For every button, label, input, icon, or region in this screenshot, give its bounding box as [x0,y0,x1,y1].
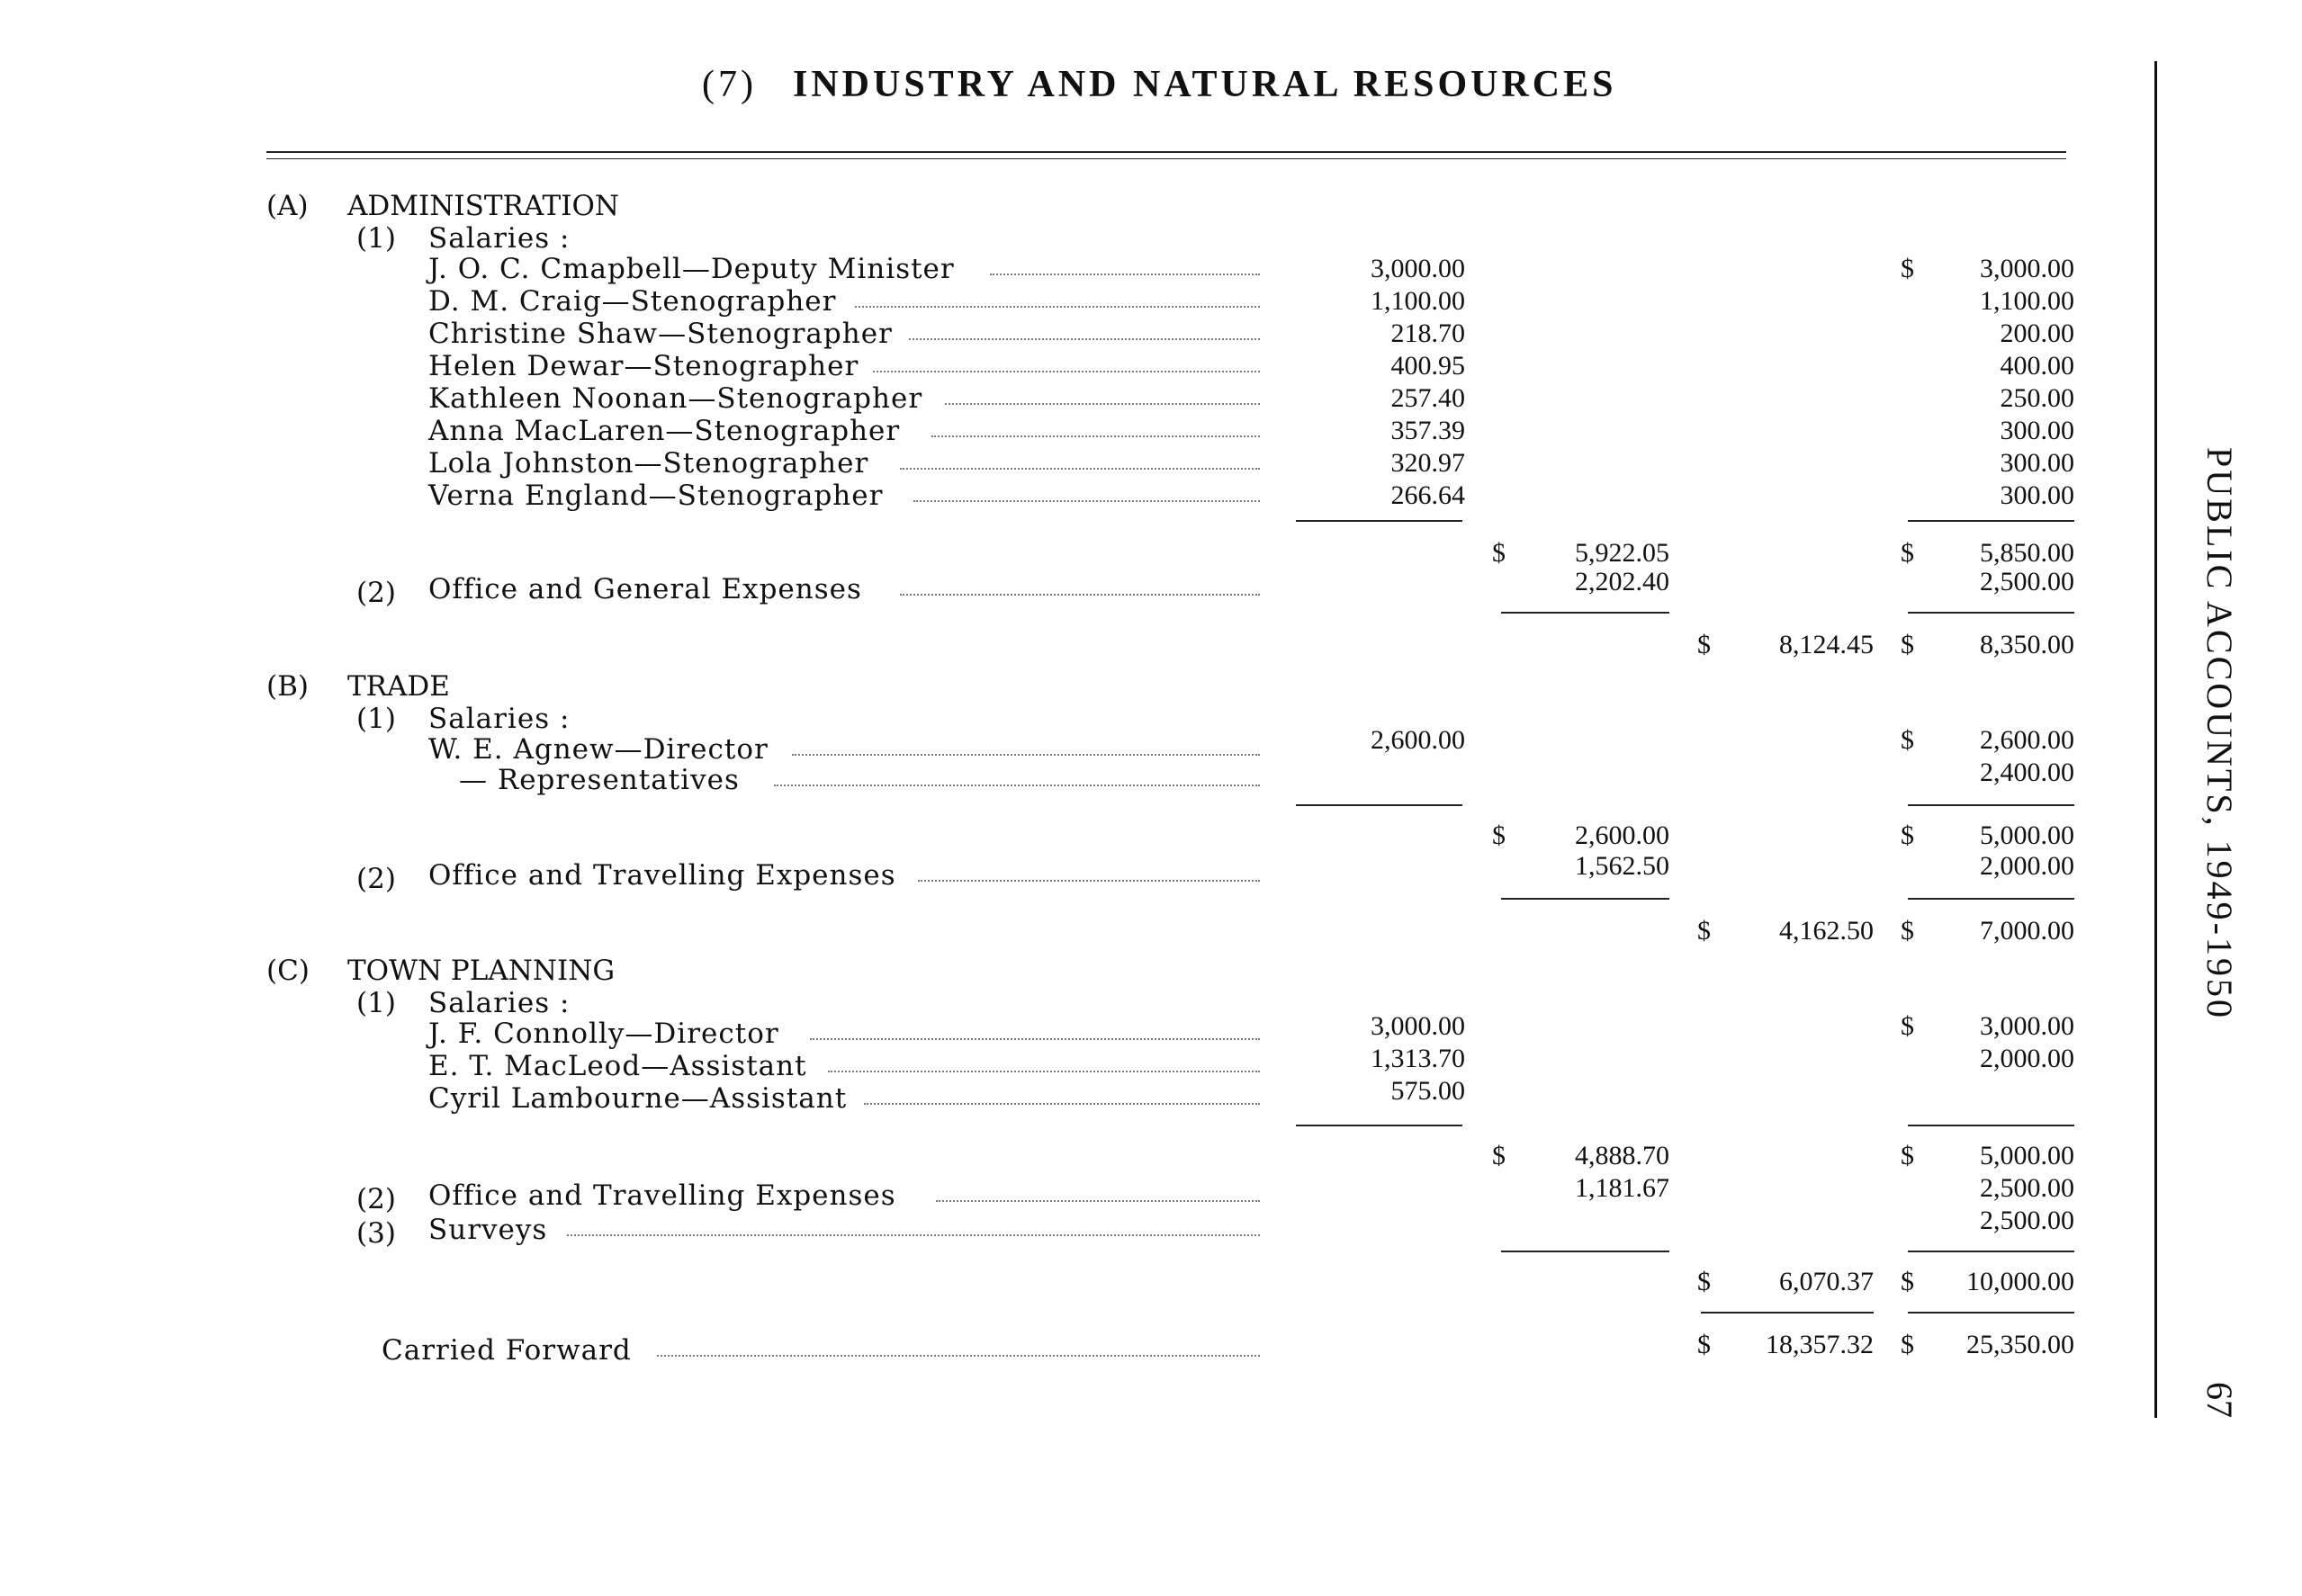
subtotal-rule [1296,804,1462,806]
header-rule-top [266,151,2066,153]
dollar-sign: $ [1901,1141,1914,1170]
carried-rule [1701,1312,1874,1314]
section-c-row-1-amount: 3,000.00 [1371,1011,1465,1041]
section-c-estimate-subtotal: 5,000.00 [1980,1141,2074,1170]
section-a-total: 8,124.45 [1779,630,1874,659]
section-a-row-8-name: Verna England—Stenographer [428,480,884,512]
leader-dots [774,785,1260,786]
leader-dots [855,306,1260,308]
subtotal-rule [1908,804,2074,806]
section-a-row-3-amount: 218.70 [1390,318,1465,348]
side-running-title: PUBLIC ACCOUNTS, 1949-1950 [2199,447,2240,1020]
carried-forward-total: 18,357.32 [1766,1330,1874,1359]
header-rule-bottom [266,158,2066,159]
dollar-sign: $ [1901,725,1914,755]
leader-dots [913,500,1260,502]
section-a-row-6-estimate: 300.00 [2000,416,2074,445]
section-b-row-1-estimate: 2,600.00 [1980,725,2074,755]
section-title: INDUSTRY AND NATURAL RESOURCES [792,64,1617,105]
leader-dots [792,754,1260,756]
section-c-row-2-estimate: 2,000.00 [1980,1044,2074,1073]
section-b-title: TRADE [347,670,450,703]
leader-dots [657,1355,1260,1357]
leader-dots [918,880,1260,882]
section-b-total: 4,162.50 [1779,916,1874,946]
section-b-row-2-name: — Representatives [459,764,740,796]
subtotal-rule [1296,1125,1462,1126]
section-c-expenses-num: (2) [356,1183,396,1215]
section-a-row-5-estimate: 250.00 [2000,383,2074,413]
section-c-row-1-name: J. F. Connolly—Director [428,1018,779,1050]
section-a-row-3-name: Christine Shaw—Stenographer [428,318,893,350]
leader-dots [945,403,1260,405]
leader-dots [873,371,1260,372]
section-c-salaries-subtotal: 4,888.70 [1575,1141,1669,1170]
leader-dots [828,1071,1260,1072]
dollar-sign: $ [1492,820,1506,850]
section-a-row-6-amount: 357.39 [1390,416,1465,445]
section-c-expenses-estimate: 2,500.00 [1980,1173,2074,1203]
section-b-row-1-name: W. E. Agnew—Director [428,733,769,766]
section-b-row-1-amount: 2,600.00 [1371,725,1465,755]
page-number: 67 [2199,1382,2240,1418]
section-a-salaries-label: Salaries : [428,222,571,255]
section-b-salaries-subtotal: 2,600.00 [1575,820,1669,850]
leader-dots [810,1038,1260,1040]
section-a-estimate-total: 8,350.00 [1980,630,2074,659]
section-c-salaries-label: Salaries : [428,987,571,1019]
leader-dots [990,273,1260,275]
carried-rule [1908,1312,2074,1314]
section-a-row-1-estimate: 3,000.00 [1980,254,2074,283]
leader-dots [909,338,1260,340]
section-c-letter: (C) [266,955,310,987]
section-a-row-3-estimate: 200.00 [2000,318,2074,348]
section-a-row-8-estimate: 300.00 [2000,480,2074,510]
dollar-sign: $ [1901,538,1914,568]
carried-forward-estimate-total: 25,350.00 [1966,1330,2074,1359]
section-a-row-7-estimate: 300.00 [2000,448,2074,478]
total-rule [1501,612,1669,614]
section-a-row-5-name: Kathleen Noonan—Stenographer [428,382,923,415]
section-a-row-2-name: D. M. Craig—Stenographer [428,285,837,318]
section-c-surveys-num: (3) [356,1217,396,1250]
section-c-total: 6,070.37 [1779,1267,1874,1296]
section-b-letter: (B) [266,670,309,703]
dollar-sign: $ [1697,1267,1711,1296]
section-a-row-2-estimate: 1,100.00 [1980,286,2074,316]
section-c-row-3-name: Cyril Lambourne—Assistant [428,1082,848,1115]
section-b-estimate-subtotal: 5,000.00 [1980,820,2074,850]
section-a-row-5-amount: 257.40 [1390,383,1465,413]
section-c-surveys-estimate: 2,500.00 [1980,1206,2074,1235]
dollar-sign: $ [1697,916,1711,946]
section-a-title: ADMINISTRATION [347,190,620,222]
section-c-expenses-label: Office and Travelling Expenses [428,1179,896,1212]
section-c-row-1-estimate: 3,000.00 [1980,1011,2074,1041]
dollar-sign: $ [1901,820,1914,850]
section-c-row-3-amount: 575.00 [1390,1076,1465,1106]
section-a-expenses-amount: 2,202.40 [1575,567,1669,596]
total-rule [1908,1251,2074,1252]
section-c-title: TOWN PLANNING [347,955,616,987]
section-a-row-4-name: Helen Dewar—Stenographer [428,350,859,382]
section-a-salaries-subtotal: 5,922.05 [1575,538,1669,568]
section-c-row-2-amount: 1,313.70 [1371,1044,1465,1073]
section-a-expenses-estimate: 2,500.00 [1980,567,2074,596]
leader-dots [567,1234,1260,1236]
section-a-salaries-num: (1) [356,222,396,255]
section-a-estimate-subtotal: 5,850.00 [1980,538,2074,568]
total-rule [1908,612,2074,614]
section-a-row-6-name: Anna MacLaren—Stenographer [428,415,901,447]
section-b-estimate-total: 7,000.00 [1980,916,2074,946]
dollar-sign: $ [1901,1267,1914,1296]
section-c-estimate-total: 10,000.00 [1966,1267,2074,1296]
subtotal-rule [1296,520,1462,522]
section-b-expenses-estimate: 2,000.00 [1980,851,2074,881]
total-rule [1501,1251,1669,1252]
section-b-expenses-num: (2) [356,863,396,895]
carried-forward-label: Carried Forward [382,1334,632,1367]
total-rule [1908,898,2074,900]
dollar-sign: $ [1492,1141,1506,1170]
leader-dots [864,1103,1260,1105]
dollar-sign: $ [1697,1330,1711,1359]
section-c-salaries-num: (1) [356,987,396,1019]
section-number: (7) [702,64,757,105]
dollar-sign: $ [1901,1330,1914,1359]
dollar-sign: $ [1901,630,1914,659]
leader-dots [900,594,1260,596]
section-a-row-1-amount: 3,000.00 [1371,254,1465,283]
section-a-row-8-amount: 266.64 [1390,480,1465,510]
page-title [702,63,1616,106]
total-rule [1501,898,1669,900]
section-b-salaries-num: (1) [356,703,396,735]
section-a-row-7-name: Lola Johnston—Stenographer [428,447,869,480]
section-c-expenses-amount: 1,181.67 [1575,1173,1669,1203]
section-b-expenses-amount: 1,562.50 [1575,851,1669,881]
dollar-sign: $ [1901,916,1914,946]
leader-dots [931,435,1260,437]
section-a-expenses-label: Office and General Expenses [428,573,862,605]
section-c-surveys-label: Surveys [428,1214,548,1246]
subtotal-rule [1908,1125,2074,1126]
section-a-row-4-estimate: 400.00 [2000,351,2074,381]
section-b-expenses-label: Office and Travelling Expenses [428,859,896,892]
dollar-sign: $ [1697,630,1711,659]
section-a-row-7-amount: 320.97 [1390,448,1465,478]
dollar-sign: $ [1901,1011,1914,1041]
leader-dots [900,468,1260,470]
section-b-row-2-estimate: 2,400.00 [1980,758,2074,787]
section-a-row-1-name: J. O. C. Cmapbell—Deputy Minister [428,253,955,285]
leader-dots [936,1200,1260,1202]
section-a-row-2-amount: 1,100.00 [1371,286,1465,316]
dollar-sign: $ [1492,538,1506,568]
section-c-row-2-name: E. T. MacLeod—Assistant [428,1050,807,1082]
margin-rule [2154,61,2157,1418]
section-a-expenses-num: (2) [356,577,396,609]
section-a-letter: (A) [266,190,309,222]
section-b-salaries-label: Salaries : [428,703,571,735]
dollar-sign: $ [1901,254,1914,283]
section-a-row-4-amount: 400.95 [1390,351,1465,381]
subtotal-rule [1908,520,2074,522]
